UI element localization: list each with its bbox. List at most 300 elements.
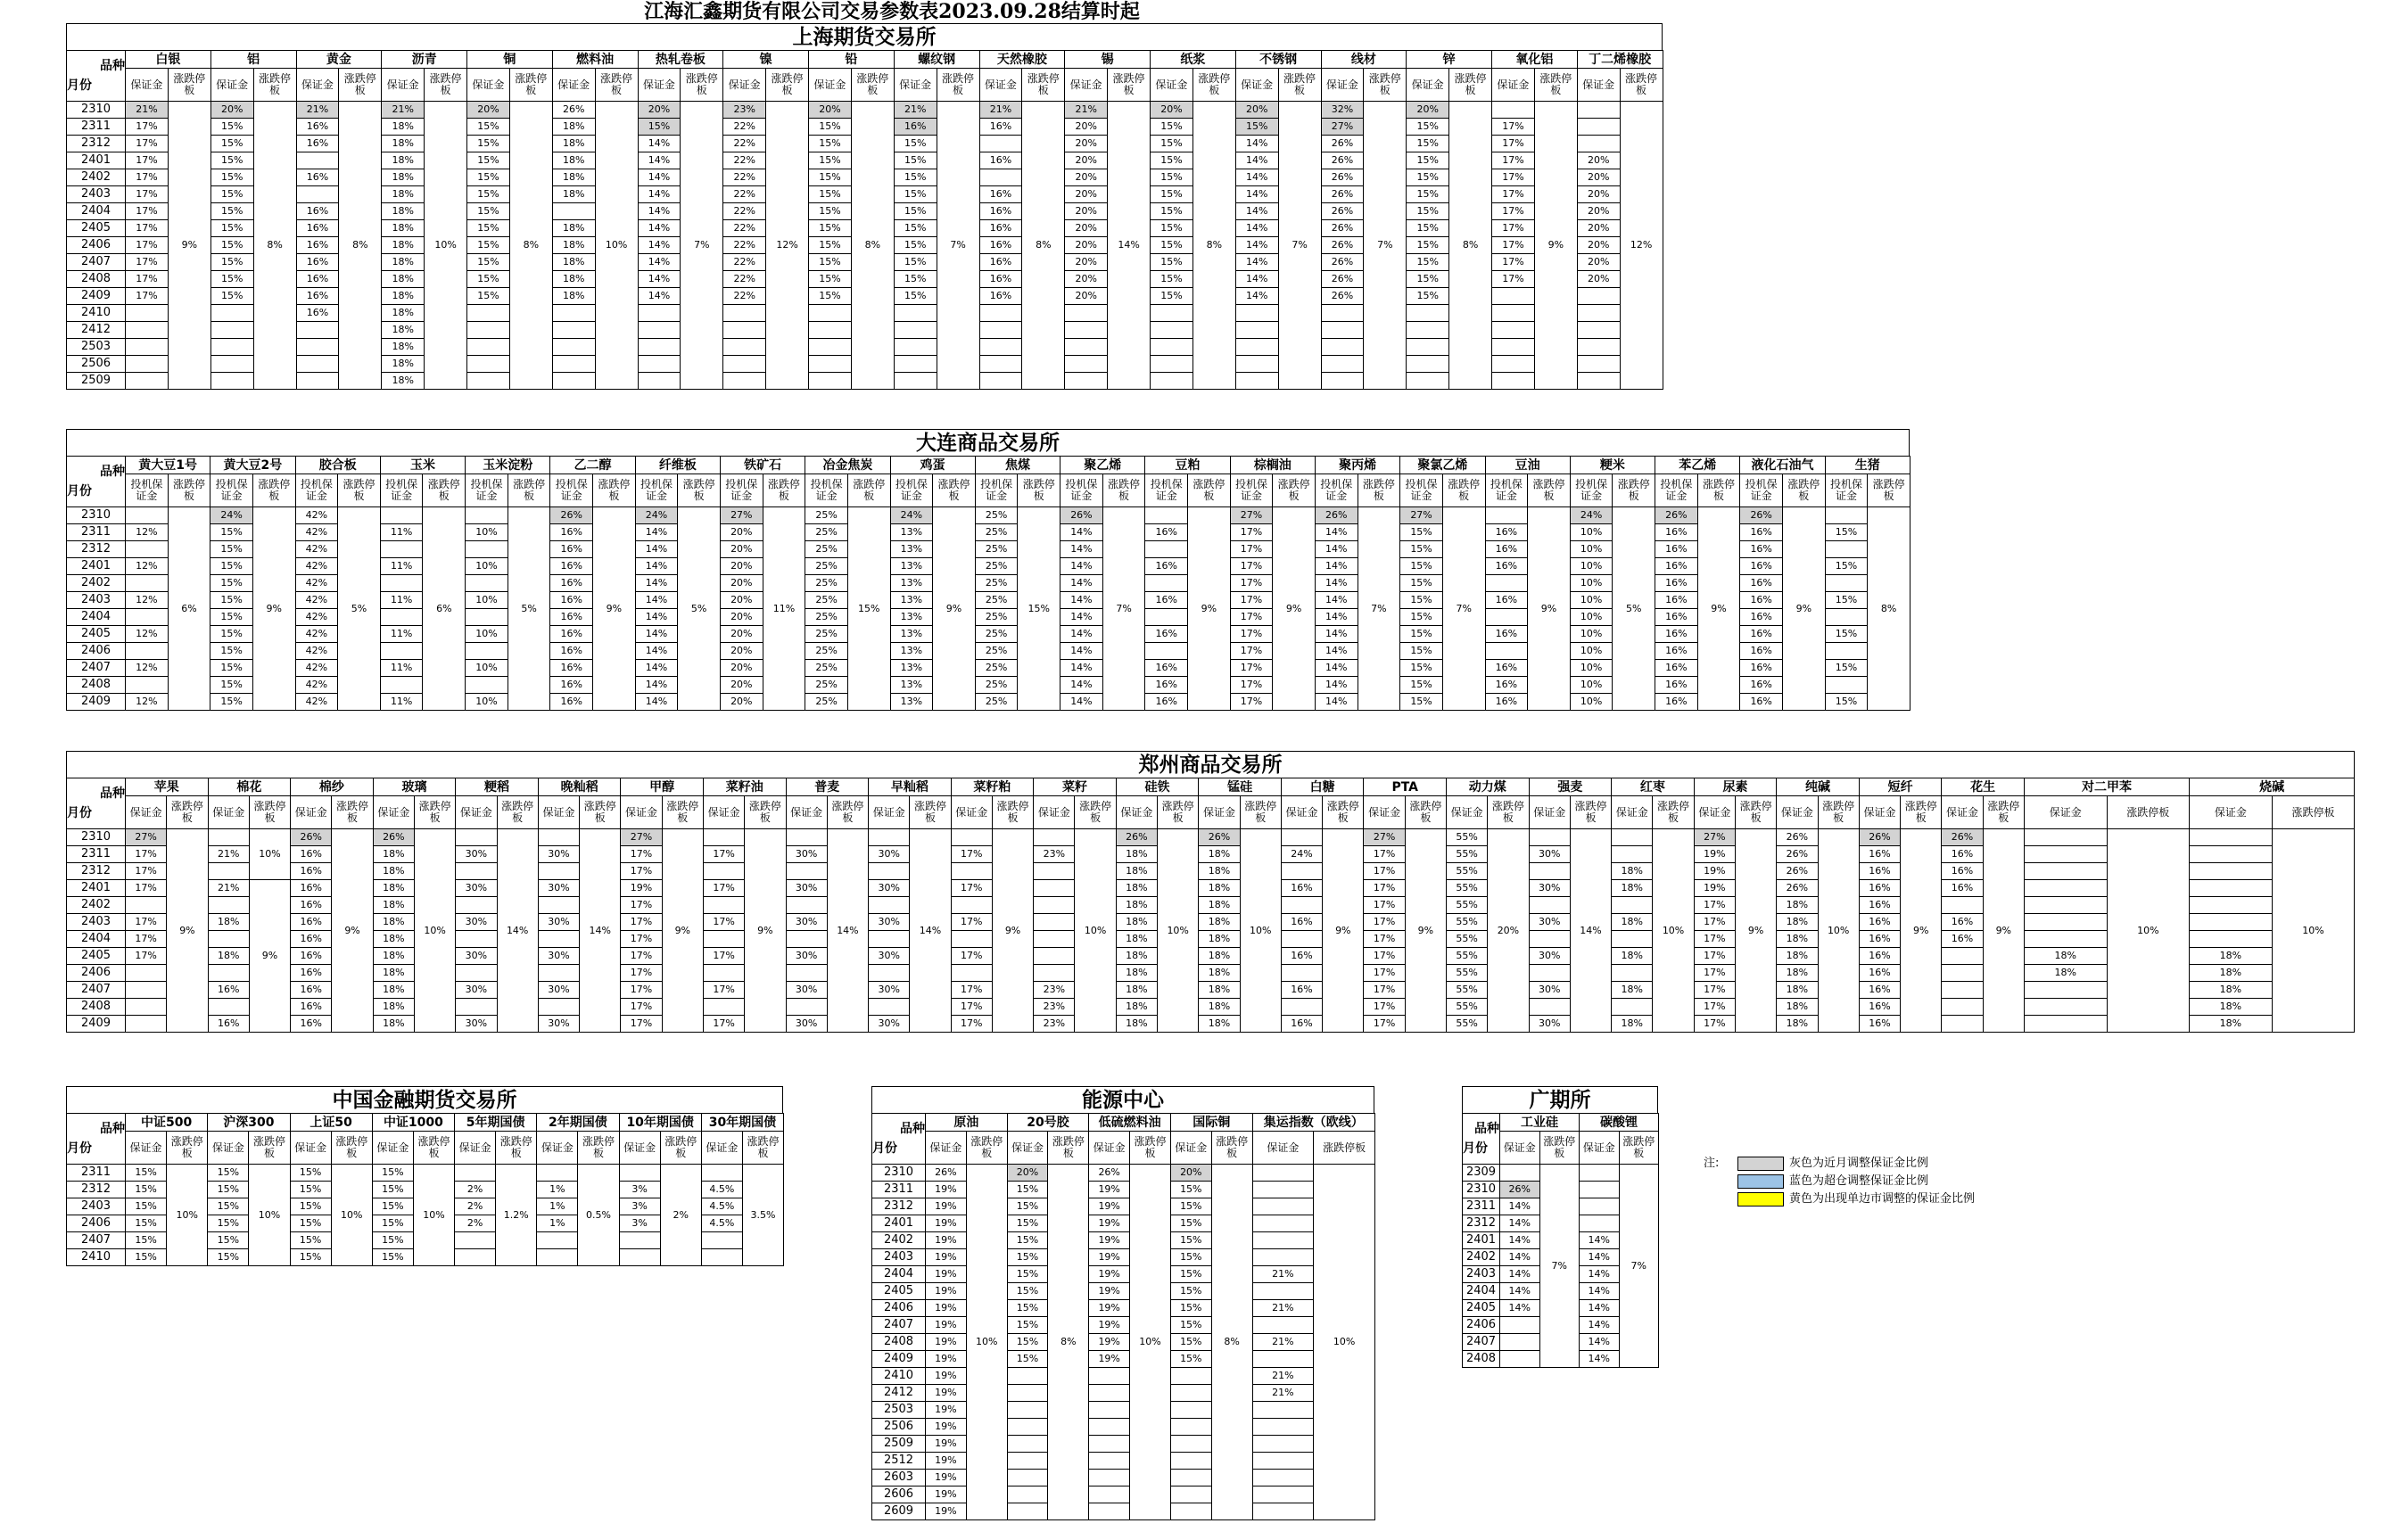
corner-product-label: 品种: [100, 465, 125, 479]
margin-cell: 17%: [126, 220, 169, 237]
margin-header: 保证金: [126, 796, 167, 829]
margin-cell: 21%: [382, 102, 425, 119]
margin-header: 保证金: [290, 1132, 331, 1165]
limit-cell: 8%: [339, 102, 382, 390]
margin-cell: 16%: [1485, 660, 1528, 677]
margin-header: 保证金: [1942, 796, 1983, 829]
margin-cell: 14%: [635, 643, 678, 660]
corner-product-label: 品种: [100, 59, 125, 73]
margin-cell: [1065, 322, 1108, 339]
margin-cell: 17%: [1694, 931, 1735, 948]
limit-cell: 9%: [252, 507, 295, 711]
margin-cell: 15%: [894, 169, 937, 186]
margin-cell: 16%: [291, 880, 332, 897]
margin-cell: 20%: [1065, 237, 1108, 254]
margin-header: 保证金: [894, 69, 937, 102]
margin-cell: 19%: [926, 1300, 967, 1317]
margin-cell: [552, 339, 595, 356]
margin-cell: 19%: [926, 1198, 967, 1215]
product-name: 纸浆: [1151, 51, 1236, 69]
margin-cell: 10%: [466, 660, 508, 677]
limit-cell: 10%: [1158, 829, 1199, 1033]
margin-cell: [1145, 507, 1188, 524]
margin-cell: 30%: [538, 880, 579, 897]
exchange-section-shfe: [66, 23, 1663, 390]
month-cell: 2401: [67, 558, 126, 575]
margin-cell: [1942, 897, 1983, 914]
margin-cell: [538, 999, 579, 1016]
margin-cell: 15%: [1170, 1215, 1211, 1232]
product-name: 碳酸锂: [1580, 1114, 1659, 1132]
month-cell: 2405: [872, 1283, 926, 1300]
margin-cell: 15%: [809, 271, 852, 288]
margin-cell: 14%: [1315, 558, 1358, 575]
margin-header: 保证金: [1034, 796, 1075, 829]
margin-cell: 15%: [210, 119, 253, 136]
margin-cell: 18%: [552, 237, 595, 254]
margin-cell: 15%: [1007, 1334, 1048, 1351]
margin-cell: 14%: [1315, 592, 1358, 609]
margin-cell: 15%: [1007, 1232, 1048, 1249]
product-header-row: [67, 778, 2355, 796]
margin-header: 投机保证金: [295, 474, 338, 507]
margin-cell: [809, 373, 852, 390]
margin-cell: 18%: [1116, 863, 1157, 880]
limit-cell: 8%: [1192, 102, 1235, 390]
margin-cell: 16%: [979, 203, 1022, 220]
margin-cell: [979, 322, 1022, 339]
margin-cell: [1034, 829, 1075, 846]
margin-cell: 14%: [1500, 1300, 1540, 1317]
margin-cell: 26%: [1321, 152, 1364, 169]
margin-cell: 16%: [1859, 863, 1900, 880]
parameter-table: [66, 1113, 784, 1266]
limit-cell: 5%: [1613, 507, 1655, 711]
limit-header: 涨跌停板: [249, 796, 290, 829]
margin-cell: [1281, 863, 1322, 880]
margin-cell: 12%: [126, 524, 169, 541]
margin-cell: 15%: [208, 1249, 249, 1266]
limit-cell: 20%: [1488, 829, 1529, 1033]
margin-cell: 18%: [1777, 982, 1818, 999]
product-name: 胶合板: [295, 457, 380, 474]
margin-cell: 19%: [926, 1385, 967, 1402]
margin-cell: [1252, 1215, 1314, 1232]
product-name: 铅: [809, 51, 895, 69]
margin-cell: 10%: [1570, 524, 1613, 541]
margin-cell: [703, 999, 744, 1016]
margin-cell: 30%: [456, 948, 497, 965]
limit-header: 涨跌停板: [966, 1132, 1007, 1165]
margin-cell: 30%: [786, 880, 827, 897]
margin-cell: [1580, 1198, 1620, 1215]
margin-cell: 25%: [805, 626, 848, 643]
margin-cell: [538, 863, 579, 880]
limit-cell: 14%: [1108, 102, 1151, 390]
margin-cell: 17%: [703, 948, 744, 965]
limit-header: 涨跌停板: [508, 474, 550, 507]
margin-cell: 26%: [1315, 507, 1358, 524]
exchange-section-ine: [871, 1086, 1374, 1520]
margin-cell: 13%: [890, 694, 933, 711]
limit-header: 涨跌停板: [249, 1132, 290, 1165]
limit-header: 涨跌停板: [1405, 796, 1446, 829]
margin-cell: 16%: [1145, 626, 1188, 643]
margin-cell: 14%: [638, 237, 681, 254]
limit-header: 涨跌停板: [1314, 1132, 1375, 1165]
margin-cell: 17%: [1694, 965, 1735, 982]
margin-cell: 18%: [552, 186, 595, 203]
product-name: 粳稻: [456, 778, 539, 796]
margin-cell: 23%: [1034, 982, 1075, 999]
margin-cell: [2024, 846, 2107, 863]
margin-cell: 19%: [926, 1470, 967, 1486]
margin-cell: 14%: [1580, 1283, 1620, 1300]
margin-cell: 18%: [373, 880, 414, 897]
margin-cell: 14%: [1315, 643, 1358, 660]
limit-header: 涨跌停板: [1534, 69, 1577, 102]
margin-cell: 20%: [1007, 1165, 1048, 1182]
margin-header: 保证金: [538, 796, 579, 829]
margin-cell: [1825, 677, 1868, 694]
margin-cell: 17%: [621, 982, 662, 999]
margin-cell: 15%: [809, 220, 852, 237]
margin-cell: 16%: [1655, 609, 1698, 626]
margin-cell: 1%: [537, 1215, 578, 1232]
parameter-table: [66, 50, 1663, 390]
limit-cell: 14%: [1570, 829, 1611, 1033]
exchange-section-cffex: [66, 1086, 783, 1266]
margin-header: 投机保证金: [1570, 474, 1613, 507]
limit-cell: 7%: [1539, 1165, 1580, 1368]
margin-cell: 15%: [1407, 203, 1449, 220]
margin-cell: [951, 863, 992, 880]
legend-label-yellow: 黄色为出现单边市调整的保证金比例: [1789, 1192, 1976, 1206]
margin-cell: [126, 965, 167, 982]
margin-cell: 21%: [979, 102, 1022, 119]
margin-header: 投机保证金: [210, 474, 253, 507]
margin-cell: 18%: [2024, 965, 2107, 982]
limit-header: 涨跌停板: [681, 69, 723, 102]
margin-cell: 25%: [975, 507, 1018, 524]
margin-cell: 19%: [926, 1436, 967, 1453]
margin-cell: 15%: [1170, 1334, 1211, 1351]
margin-cell: 16%: [1655, 558, 1698, 575]
margin-cell: [1529, 863, 1570, 880]
limit-cell: 6%: [423, 507, 466, 711]
margin-cell: 15%: [290, 1232, 331, 1249]
margin-cell: 18%: [1199, 863, 1240, 880]
margin-cell: [456, 863, 497, 880]
month-cell: 2403: [872, 1249, 926, 1266]
margin-cell: 14%: [635, 524, 678, 541]
margin-cell: 27%: [621, 829, 662, 846]
product-name: 豆粕: [1145, 457, 1230, 474]
month-cell: 2503: [67, 339, 126, 356]
margin-cell: 26%: [1089, 1165, 1130, 1182]
month-cell: 2412: [67, 322, 126, 339]
table-row: [872, 1453, 1375, 1470]
margin-cell: 15%: [1407, 169, 1449, 186]
margin-cell: 42%: [295, 626, 338, 643]
margin-cell: [1612, 999, 1653, 1016]
margin-cell: 20%: [720, 694, 763, 711]
limit-header: 涨跌停板: [1075, 796, 1116, 829]
margin-cell: [538, 965, 579, 982]
margin-cell: 17%: [621, 948, 662, 965]
margin-cell: 20%: [1065, 152, 1108, 169]
margin-cell: 15%: [210, 203, 253, 220]
margin-cell: 17%: [621, 863, 662, 880]
margin-cell: 15%: [126, 1198, 167, 1215]
product-name: 甲醇: [621, 778, 704, 796]
margin-cell: 15%: [210, 592, 253, 609]
margin-cell: [786, 829, 827, 846]
margin-cell: 16%: [1145, 524, 1188, 541]
month-cell: 2311: [67, 846, 126, 863]
margin-cell: [723, 356, 766, 373]
margin-cell: 18%: [208, 914, 249, 931]
margin-cell: [1007, 1503, 1048, 1520]
margin-cell: 16%: [1485, 541, 1528, 558]
margin-cell: 16%: [296, 203, 339, 220]
limit-cell: 10%: [1240, 829, 1281, 1033]
margin-cell: 15%: [809, 254, 852, 271]
margin-cell: 15%: [467, 254, 510, 271]
margin-cell: [1145, 643, 1188, 660]
margin-cell: 18%: [2190, 982, 2273, 999]
limit-cell: 10%: [966, 1165, 1007, 1520]
margin-cell: [1281, 931, 1322, 948]
margin-cell: [126, 999, 167, 1016]
margin-cell: [703, 965, 744, 982]
margin-cell: 14%: [1315, 524, 1358, 541]
sub-header-row: [67, 474, 1910, 507]
margin-header: 保证金: [1007, 1132, 1048, 1165]
margin-cell: 17%: [1364, 846, 1405, 863]
margin-cell: [786, 863, 827, 880]
product-name: 乙二醇: [550, 457, 635, 474]
margin-cell: [809, 322, 852, 339]
margin-cell: 26%: [1500, 1182, 1540, 1198]
margin-cell: 25%: [975, 660, 1018, 677]
margin-cell: 13%: [890, 677, 933, 694]
margin-cell: [456, 965, 497, 982]
margin-header: 保证金: [1577, 69, 1620, 102]
margin-cell: 14%: [635, 541, 678, 558]
margin-cell: 17%: [621, 846, 662, 863]
margin-cell: 15%: [126, 1182, 167, 1198]
margin-cell: 15%: [372, 1215, 413, 1232]
margin-cell: 16%: [1281, 1016, 1322, 1033]
margin-cell: 12%: [126, 694, 169, 711]
limit-header: 涨跌停板: [1018, 474, 1060, 507]
margin-header: 保证金: [208, 1132, 249, 1165]
limit-cell: 5%: [508, 507, 550, 711]
margin-cell: 16%: [291, 897, 332, 914]
margin-cell: [1321, 305, 1364, 322]
product-name: 花生: [1942, 778, 2025, 796]
margin-cell: [1252, 1486, 1314, 1503]
margin-cell: 10%: [1570, 694, 1613, 711]
margin-cell: [638, 322, 681, 339]
margin-cell: 20%: [1065, 119, 1108, 136]
margin-cell: [1942, 1016, 1983, 1033]
margin-cell: [208, 829, 249, 846]
limit-cell: 7%: [1102, 507, 1145, 711]
margin-cell: [467, 322, 510, 339]
margin-cell: [456, 897, 497, 914]
margin-cell: 15%: [1825, 660, 1868, 677]
month-cell: 2409: [872, 1351, 926, 1368]
month-cell: 2407: [67, 254, 126, 271]
margin-cell: [296, 373, 339, 390]
margin-cell: 15%: [1170, 1198, 1211, 1215]
margin-cell: 16%: [979, 254, 1022, 271]
margin-cell: 18%: [1199, 948, 1240, 965]
product-name: 黄大豆2号: [210, 457, 295, 474]
margin-cell: 15%: [467, 169, 510, 186]
parameter-table: [1462, 1113, 1659, 1368]
margin-cell: 15%: [894, 237, 937, 254]
margin-cell: 14%: [1060, 643, 1103, 660]
margin-cell: 20%: [720, 592, 763, 609]
margin-cell: 18%: [1612, 880, 1653, 897]
product-name: 烧碱: [2190, 778, 2355, 796]
product-header-row: [67, 457, 1910, 474]
margin-cell: 15%: [126, 1165, 167, 1182]
margin-cell: 1%: [537, 1198, 578, 1215]
margin-cell: 2%: [455, 1198, 496, 1215]
margin-cell: 18%: [552, 136, 595, 152]
margin-cell: [1151, 373, 1193, 390]
margin-cell: 17%: [126, 288, 169, 305]
margin-cell: 20%: [1577, 169, 1620, 186]
margin-cell: [1252, 1351, 1314, 1368]
margin-cell: 16%: [1655, 541, 1698, 558]
limit-cell: 9%: [1534, 102, 1577, 390]
product-name: 天然橡胶: [979, 51, 1065, 69]
product-name: 豆油: [1485, 457, 1570, 474]
limit-header: 涨跌停板: [1868, 474, 1910, 507]
margin-cell: 14%: [1315, 694, 1358, 711]
margin-cell: [619, 1165, 660, 1182]
margin-cell: 15%: [1170, 1232, 1211, 1249]
limit-header: 涨跌停板: [1240, 796, 1281, 829]
limit-header: 涨跌停板: [339, 69, 382, 102]
month-cell: 2401: [872, 1215, 926, 1232]
month-cell: 2406: [67, 1215, 126, 1232]
corner-product-label: 品种: [100, 1122, 125, 1136]
margin-cell: 17%: [703, 846, 744, 863]
limit-cell: 8%: [1449, 102, 1492, 390]
limit-cell: 8%: [1048, 1165, 1089, 1520]
margin-cell: 16%: [296, 271, 339, 288]
limit-cell: 3.5%: [742, 1165, 783, 1266]
limit-cell: 0.5%: [578, 1165, 619, 1266]
margin-cell: 18%: [552, 119, 595, 136]
corner-month-label: 月份: [872, 1141, 897, 1156]
margin-cell: 21%: [894, 102, 937, 119]
margin-cell: 20%: [1577, 186, 1620, 203]
margin-header: 保证金: [1281, 796, 1322, 829]
margin-header: 投机保证金: [975, 474, 1018, 507]
margin-cell: 19%: [1089, 1182, 1130, 1198]
margin-cell: 17%: [1694, 1016, 1735, 1033]
margin-cell: 16%: [291, 965, 332, 982]
margin-cell: [1089, 1385, 1130, 1402]
corner-cell: [1463, 1114, 1500, 1165]
product-name: 锰硅: [1199, 778, 1282, 796]
margin-cell: [1252, 1419, 1314, 1436]
limit-header: 涨跌停板: [1211, 1132, 1252, 1165]
margin-cell: [2190, 880, 2273, 897]
margin-cell: 26%: [373, 829, 414, 846]
margin-cell: 25%: [975, 677, 1018, 694]
limit-header: 涨跌停板: [742, 1132, 783, 1165]
limit-cell: 7%: [1364, 102, 1407, 390]
margin-cell: 15%: [1407, 237, 1449, 254]
margin-cell: [1170, 1368, 1211, 1385]
margin-cell: 18%: [1777, 897, 1818, 914]
margin-cell: [380, 643, 423, 660]
margin-cell: [2024, 863, 2107, 880]
exchange-title: 上海期货交易所: [66, 23, 1663, 50]
margin-cell: 19%: [926, 1453, 967, 1470]
margin-cell: [786, 999, 827, 1016]
table-row: [67, 507, 1910, 524]
margin-cell: 18%: [1199, 1016, 1240, 1033]
margin-cell: 16%: [979, 119, 1022, 136]
margin-cell: [380, 575, 423, 592]
margin-cell: 15%: [1170, 1182, 1211, 1198]
margin-cell: 42%: [295, 507, 338, 524]
margin-cell: 26%: [552, 102, 595, 119]
margin-cell: 15%: [372, 1249, 413, 1266]
margin-cell: 15%: [1151, 237, 1193, 254]
margin-cell: 17%: [703, 914, 744, 931]
margin-header: 投机保证金: [635, 474, 678, 507]
margin-cell: [2190, 897, 2273, 914]
margin-cell: 15%: [894, 220, 937, 237]
margin-cell: [1580, 1182, 1620, 1198]
margin-cell: 16%: [979, 271, 1022, 288]
margin-cell: 26%: [1740, 507, 1783, 524]
margin-cell: [126, 609, 169, 626]
margin-cell: 10%: [1570, 660, 1613, 677]
product-name: 晚籼稻: [538, 778, 621, 796]
month-cell: 2606: [872, 1486, 926, 1503]
margin-cell: [126, 982, 167, 999]
margin-cell: 16%: [291, 999, 332, 1016]
margin-cell: 30%: [786, 1016, 827, 1033]
margin-cell: 17%: [1230, 575, 1273, 592]
margin-cell: 15%: [1400, 677, 1443, 694]
limit-cell: 10%: [1130, 1165, 1171, 1520]
margin-cell: 16%: [291, 982, 332, 999]
margin-cell: 16%: [1655, 626, 1698, 643]
margin-cell: 30%: [1529, 982, 1570, 999]
margin-cell: 55%: [1447, 948, 1488, 965]
margin-header: 保证金: [1252, 1132, 1314, 1165]
margin-cell: 20%: [1577, 152, 1620, 169]
margin-cell: 15%: [1007, 1198, 1048, 1215]
margin-cell: 15%: [210, 524, 253, 541]
margin-cell: 16%: [1485, 592, 1528, 609]
margin-cell: 12%: [126, 660, 169, 677]
margin-cell: [1577, 305, 1620, 322]
margin-cell: 30%: [869, 1016, 910, 1033]
